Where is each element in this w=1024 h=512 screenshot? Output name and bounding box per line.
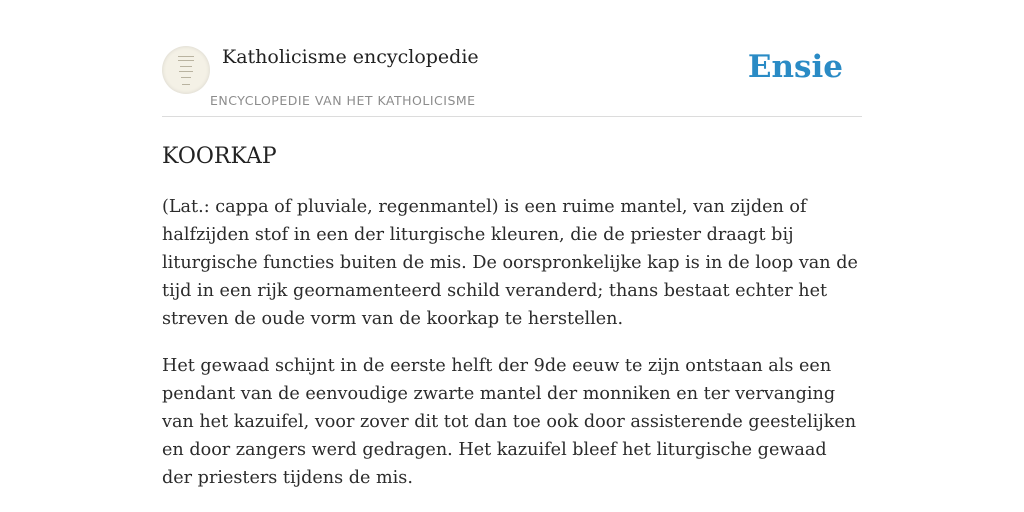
entry-paragraph: (Lat.: cappa of pluviale, regenmantel) is een ruime mantel, van zijden of halfzijden stof in een der liturgische kleuren, die de priester draagt bij liturgische functies buiten de mis. De oorspronkelijke kap is in de loop van de tijd in een rijk geornamenteerd schild veranderd; thans bestaat echter het streven de oude vorm van de koorkap te herstellen.	[162, 197, 858, 329]
encyclopedia-cover-image[interactable]	[162, 46, 210, 94]
encyclopedia-name[interactable]: Katholicisme encyclopedie	[222, 46, 479, 68]
page	[162, 0, 862, 492]
header	[162, 0, 862, 117]
entry-paragraph: Het gewaad schijnt in de eerste helft der 9de eeuw te zijn ontstaan als een pendant van de eenvoudige zwarte mantel der monniken en ter vervanging van het kazuifel, voor zover dit tot dan toe ook door assisterende geestelijken en door zangers werd gedragen. Het kazuifel bleef het liturgische gewaad der priesters tijdens de mis.	[162, 356, 857, 488]
ensie-logo[interactable]: Ensie	[747, 49, 843, 85]
entry-title: KOORKAP	[162, 144, 277, 169]
entry-body	[162, 193, 862, 492]
encyclopedia-subtitle: ENCYCLOPEDIE VAN HET KATHOLICISME	[210, 93, 476, 108]
